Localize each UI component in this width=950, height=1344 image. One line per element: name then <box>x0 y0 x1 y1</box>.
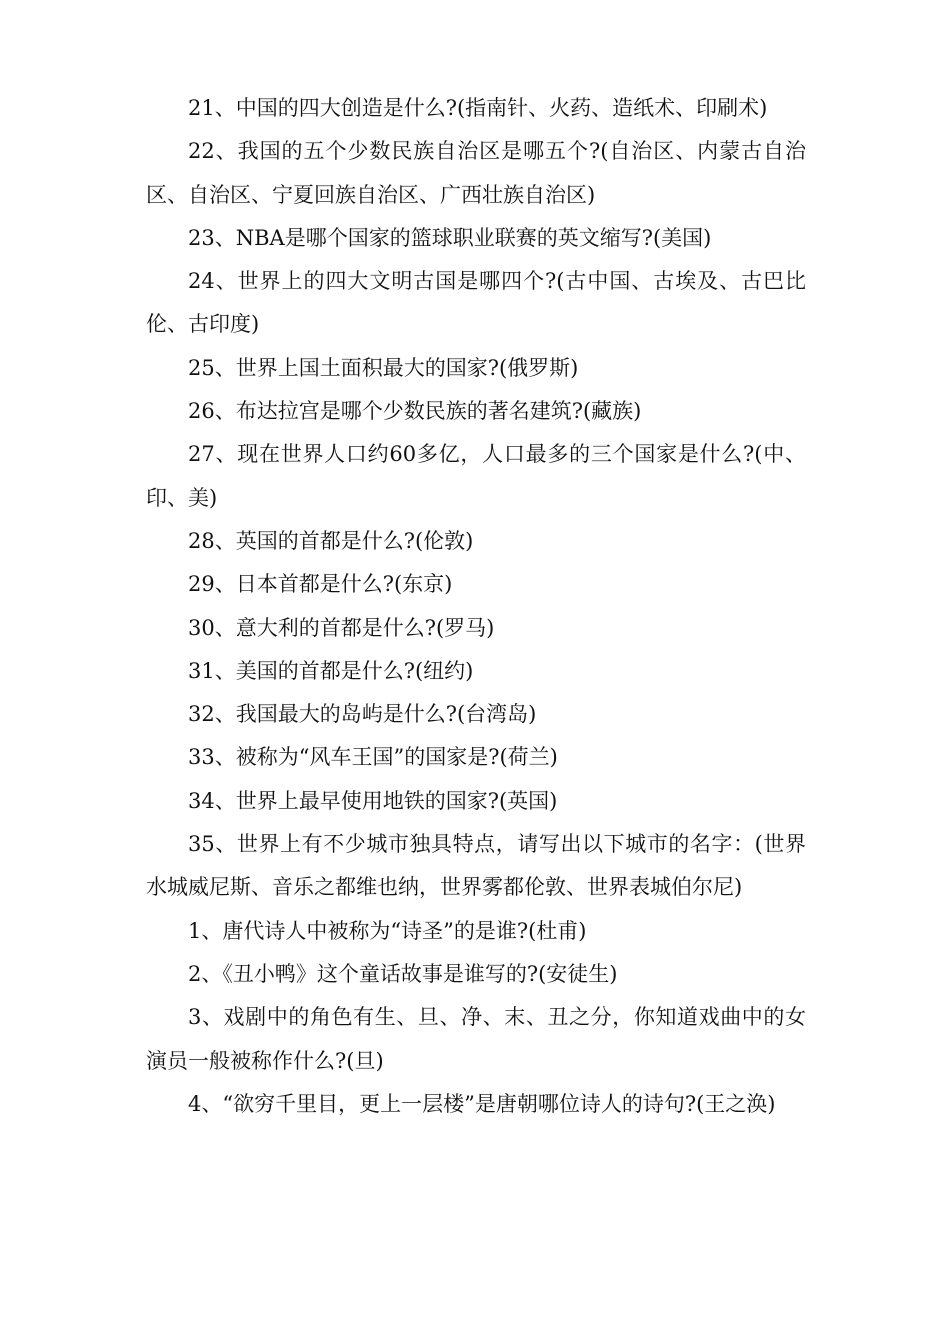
quiz-item-34: 34、世界上最早使用地铁的国家?(英国) <box>188 788 558 813</box>
quiz-item-25: 25、世界上国土面积最大的国家?(俄罗斯) <box>188 355 579 380</box>
quiz-item-23: 23、NBA是哪个国家的篮球职业联赛的英文缩写?(美国) <box>188 225 712 250</box>
document-body <box>146 87 806 1126</box>
quiz-item-22: 22、我国的五个少数民族自治区是哪五个?(自治区、内蒙古自治区、自治区、宁夏回族自治区、广西壮族自治区) <box>146 139 806 207</box>
quiz-item-3: 3、戏剧中的角色有生、旦、净、末、丑之分，你知道戏曲中的女演员一般被称作什么?(旦) <box>146 1005 806 1073</box>
quiz-item-35: 35、世界上有不少城市独具特点，请写出以下城市的名字：(世界水城威尼斯、音乐之都维也纳，世界雾都伦敦、世界表城伯尔尼) <box>146 832 806 900</box>
quiz-item-28: 28、英国的首都是什么?(伦敦) <box>188 528 474 553</box>
quiz-item-4: 4、“欲穷千里目，更上一层楼”是唐朝哪位诗人的诗句?(王之涣) <box>188 1091 776 1116</box>
quiz-item-31: 31、美国的首都是什么?(纽约) <box>188 658 474 683</box>
quiz-item-33: 33、被称为“风车王国”的国家是?(荷兰) <box>188 745 558 770</box>
quiz-item-27: 27、现在世界人口约60多亿，人口最多的三个国家是什么?(中、印、美) <box>146 442 806 510</box>
quiz-item-26: 26、布达拉宫是哪个少数民族的著名建筑?(藏族) <box>188 399 642 424</box>
quiz-item-1: 1、唐代诗人中被称为“诗圣”的是谁?(杜甫) <box>188 918 587 943</box>
quiz-item-30: 30、意大利的首都是什么?(罗马) <box>188 615 495 640</box>
quiz-item-2: 2、《丑小鸭》这个童话故事是谁写的?(安徒生) <box>188 961 618 986</box>
quiz-item-32: 32、我国最大的岛屿是什么?(台湾岛) <box>188 702 537 727</box>
quiz-item-21: 21、中国的四大创造是什么?(指南针、火药、造纸术、印刷术) <box>188 96 768 120</box>
quiz-item-24: 24、世界上的四大文明古国是哪四个?(古中国、古埃及、古巴比伦、古印度) <box>146 269 806 337</box>
quiz-item-29: 29、日本首都是什么?(东京) <box>188 572 453 597</box>
